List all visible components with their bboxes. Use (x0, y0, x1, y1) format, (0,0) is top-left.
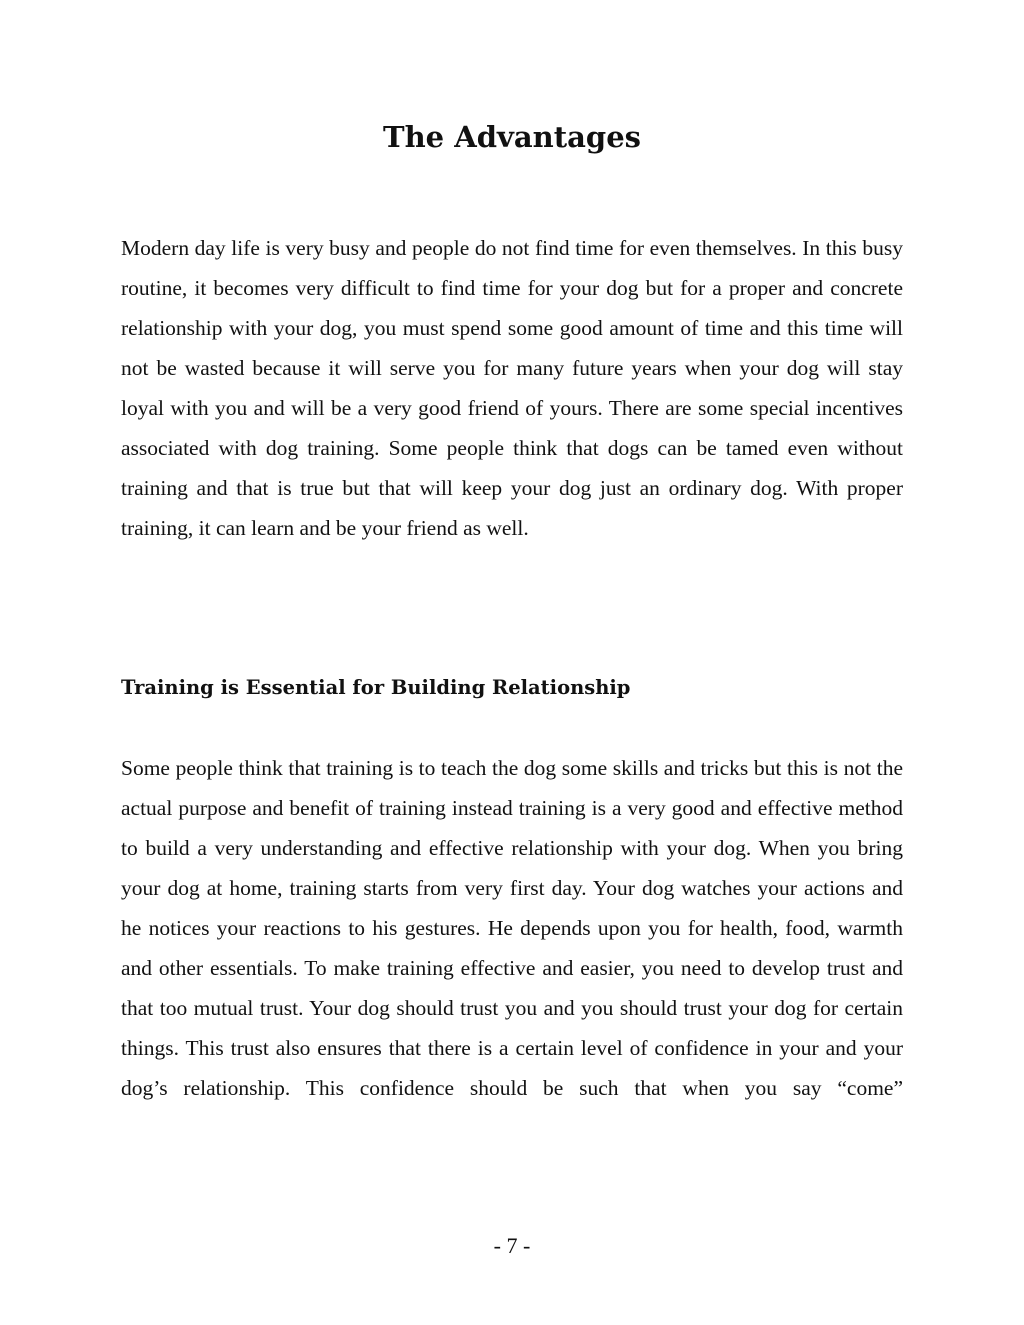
page-title: The Advantages (383, 120, 641, 154)
body-paragraph: Some people think that training is to teach the dog some skills and tricks but this is not the actual purpose and benefit of training instead training is a very good and effective method to build a very understanding and effective relationship with your dog. When you bring your dog at home, training starts from very first day. Your dog watches your actions and he notices your reactions to his gestures. He depends upon you for health, food, warmth and other essentials. To make training effective and easier, you need to develop trust and that too mutual trust. Your dog should trust you and you should trust your dog for certain things. This trust also ensures that there is a certain level of confidence in your and your dog’s relationship. This confidence should be such that when you say “come” (121, 756, 903, 1100)
page-number: - 7 - (493, 1233, 531, 1258)
body-paragraph: Modern day life is very busy and people do not find time for even themselves. In this busy routine, it becomes very difficult to find time for your dog but for a proper and concrete relationship with your dog, you must spend some good amount of time and this time will not be wasted because it will serve you for many future years when your dog will stay loyal with you and will be a very good friend of yours. There are some special incentives associated with dog training. Some people think that dogs can be tamed even without training and that is true but that will keep your dog just an ordinary dog. With proper training, it can learn and be your friend as well. (121, 236, 903, 540)
section-heading: Training is Essential for Building Relationship (121, 676, 631, 699)
